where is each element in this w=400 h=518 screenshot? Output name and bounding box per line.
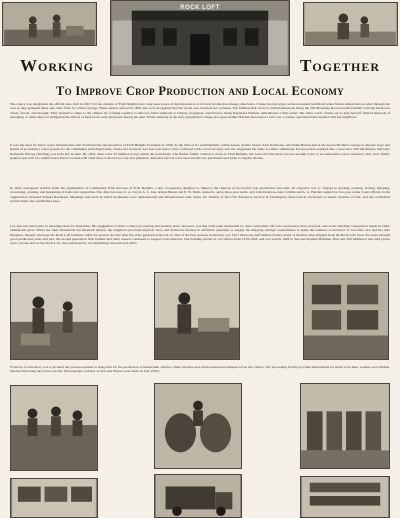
photo-caption: From top to bottom by row is pictured the process required to bring fruit for the production of maraschino cherries. Other cherries were fresh packed and shipped across the country. The processing facility provided employment for many local men, women, and children, thereby improving the local economy. (Photographs courtesy of Ann Just Horton were taken in July 1950.) [10, 365, 390, 374]
photo-image [3, 3, 96, 45]
loading-truck-photo [154, 474, 242, 518]
shipping-crates-photo [10, 478, 98, 518]
warehouse-stack-photo [300, 476, 390, 518]
barrels-photo [300, 383, 390, 469]
body-paragraph-3: In 1941, newspaper articles detail the organization of Community Fruit Growers of Fruit Heights, a new cooperative designed to improve the chances of successful crop production and sales. Its objective was to "engage in grading, packing, storing, shipping, processing, canning, and marketing of fruits and vegetables. The directors were C. A. Lloyd, A. L. Just, Alden Barton and E. W. Pettit, named to serve three-year terms, and John Peterson, Alex Criddle and A. G. Hatcher named for two-year terms. Later officers in the organization included Samuel Raymond. Meetings were held in which techniques were demonstrated and informational talks given. Dr. Wadley of the USU Extension Service in Farmington shared newly developed or tested varieties of fruit, and the orchardists grafted them onto established trees. [10, 186, 390, 204]
photo-image [11, 273, 97, 359]
photo-image [304, 273, 388, 359]
rock-loft-building-photo [110, 0, 290, 76]
photo-image [11, 479, 97, 517]
photo-image [11, 386, 97, 470]
cherry-picking-photo [10, 272, 98, 360]
body-paragraph-4: Lee Just was innovative in adopting ideas for marketing. His suggestion to build a cherry processing and packing plant, however, was met with some skepticism by other orchardists. He was a persuasive man, however, and as the building construction began in 1944, enthusiasm grew. While the Justs shouldered the financial burden, the neighbors provided physical labor and delivered cherries in sufficient quantities to supply the shipping tonnage requirements to make the business economical. It was Dale Just and his wife Margaret, though, who kept the Rock Loft business viable for several decades after the older generation moved on. One of the best seasons in memory was 1951 when one-half million dollars worth of cherries were shipped from the Rock Loft. Over the years through good production years and bad, the second generation fruit farmers and plant owners continued to support local interests. The building served as city offices from 1978-1993, and was sold in 1993 to Sue and Stephen Hartman. Bart and Tim Matthews who had grown up in a house next to the Rock Loft, later purchased it, accomplishing renovation in 2010. [10, 224, 390, 246]
photo-image [111, 1, 289, 75]
body-paragraph-1: The cherry was designated the official state fruit in 1997, but the citizens of Fruit Heights have long been aware of the importance of its local production among other fruits. Choke cherries grew on the mountain benchland when Native Americans traveled through the area as they gathered these and other fruits for winter storage. When settlers arrived in 1850 and soon recognized that the locale was excellent for orchards. The families that chose to build homesteads along the Old Mountain Road became familiar with the harsh east winds, floods, and drought. They learned to adapt to the climate by working together to discover better methods to irrigate, propagate, and harvest. Susan Raymond Webster remembered a time when "the entire ward" turned out to help harvest. Shared methods of smudging or other ideas for mitigating the effects of hard frosts were discussed among the men. While studying at the state agricultural college in Logan, Arthur Hatcher discovered a new way to prune, and shared this method with his neighbors. [10, 102, 390, 120]
photo-image [155, 273, 239, 359]
photo-image [155, 384, 241, 468]
rock-loft-sign: ROCK LOFT [180, 5, 220, 11]
processing-vats-photo [154, 383, 242, 469]
cherry-sorting-photo [154, 272, 240, 360]
title-right: Together [300, 56, 381, 75]
title-left: Working [20, 56, 95, 75]
body-paragraph-2: It was the need for better water infrastructure that motivated the incorporation of Fruit Heights Township in 1939. At the time of its establishment, Glenn Green, Archie Green, Sam Raymond, and Alden Barton met at the Green Brother's Garage to discuss ways and means of providing a water system for the community including homes, farms and orchards. Lee Just was said to have conferred with a local attorney and also suggested the name for their community. Incorporation required that a town have 100 inhabitants, and baby Katherine Harvey (Stirling) was born just in time. By 1954, there were 35 families living within the boundaries. The Barker family wanted to move to Fruit Heights, but were told that there was not enough water to accommodate a new residence; they were finally granted approval on condition that Forest worked with other men of the town to lay new pipelines. Personal tractors were used and the city purchased new picks to dig the ditches. [10, 143, 390, 161]
page-subtitle: To Improve Crop Production and Local Economy [56, 84, 344, 98]
photo-image [301, 384, 389, 468]
photo-image [301, 477, 389, 517]
photo-image [304, 3, 397, 45]
packing-line-photo [10, 385, 98, 471]
cherry-boxes-photo [303, 272, 389, 360]
photo-image [155, 475, 241, 517]
orchard-workers-photo-top-right [303, 2, 398, 46]
orchard-workers-photo-top-left [2, 2, 97, 46]
